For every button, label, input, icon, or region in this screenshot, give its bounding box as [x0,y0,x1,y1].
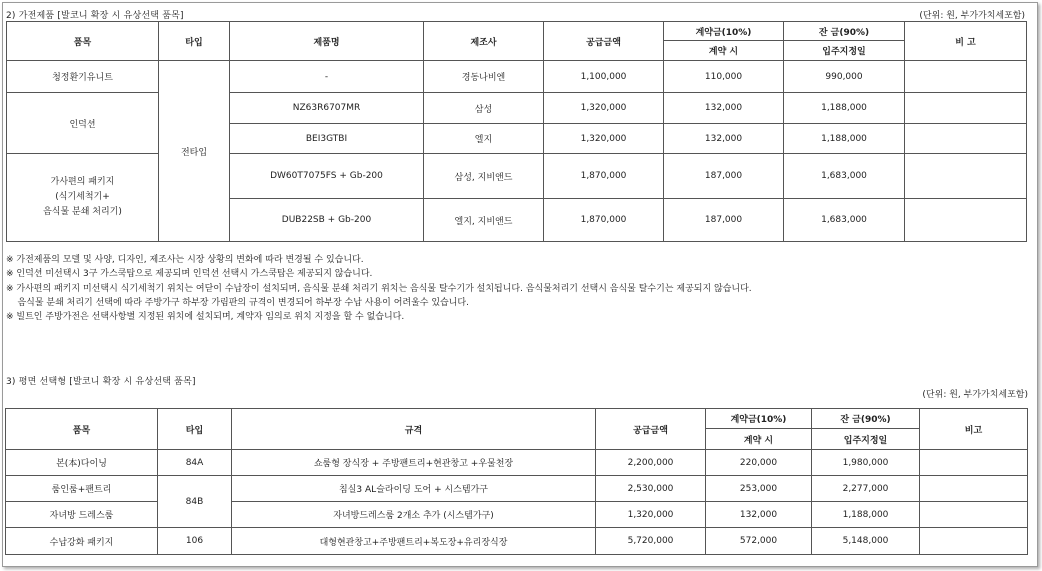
maker-cell: 삼성 [424,93,544,124]
note-cell [905,124,1027,154]
package-line-3: 음식물 분쇄 처리기) [43,207,122,217]
maker-cell: 삼성, 지비앤드 [424,154,544,199]
notes-block [6,253,752,324]
note-line: ※ 가전제품의 모델 및 사양, 디자인, 제조사는 시장 상황의 변화에 따라 변경될 수 있습니다. [6,255,364,265]
model-cell: NZ63R6707MR [230,93,424,124]
section2-unit: (단위: 원, 부가가치세포함) [922,390,1028,400]
header-type: 타입 [158,409,232,450]
supply-cell: 1,100,000 [544,61,664,93]
appliance-table [6,21,1027,242]
spec-cell: 대형현관창고+주방팬트리+복도장+유리장식장 [232,528,596,555]
note-cell [905,61,1027,93]
header-item: 품목 [6,409,158,450]
header-item: 품목 [7,22,159,61]
header-supply: 공급금액 [544,22,664,61]
balance-cell: 990,000 [784,61,905,93]
header-maker: 제조사 [424,22,544,61]
maker-cell: 엘지 [424,124,544,154]
deposit-cell: 132,000 [664,93,784,124]
item-cell: 청정환기유니트 [7,61,159,93]
balance-cell: 1,980,000 [812,450,920,476]
floorplan-option-table [5,408,1028,555]
table-row [6,476,1028,502]
deposit-cell: 132,000 [706,502,812,528]
balance-cell: 5,148,000 [812,528,920,555]
header-model: 제품명 [230,22,424,61]
header-balance-sub: 입주지정일 [812,429,920,450]
header-deposit-sub: 계약 시 [706,429,812,450]
deposit-cell: 220,000 [706,450,812,476]
balance-cell: 2,277,000 [812,476,920,502]
balance-cell: 1,683,000 [784,154,905,199]
header-note: 비고 [920,409,1028,450]
model-cell: BEI3GTBI [230,124,424,154]
spec-cell: 침실3 AL슬라이딩 도어 + 시스템가구 [232,476,596,502]
package-line-2: (식기세척기+ [55,192,110,202]
type-cell: 전타입 [159,61,230,242]
deposit-cell: 187,000 [664,199,784,242]
header-type: 타입 [159,22,230,61]
table-row [6,528,1028,555]
model-cell: DUB22SB + Gb-200 [230,199,424,242]
section2-title: 3) 평면 선택형 [발코니 확장 시 유상선택 품목] [6,377,196,387]
deposit-cell: 253,000 [706,476,812,502]
deposit-cell: 187,000 [664,154,784,199]
supply-cell: 2,200,000 [596,450,706,476]
header-deposit: 계약금(10%) [706,409,812,429]
spec-cell: 자녀방드레스룸 2개소 추가 (시스템가구) [232,502,596,528]
note-cell [905,93,1027,124]
supply-cell: 1,870,000 [544,154,664,199]
supply-cell: 2,530,000 [596,476,706,502]
package-line-1: 가사편의 패키지 [50,177,115,187]
item-cell-package [7,154,159,242]
supply-cell: 1,320,000 [596,502,706,528]
balance-cell: 1,683,000 [784,199,905,242]
note-cell [920,528,1028,555]
table-row [7,61,1027,93]
supply-cell: 5,720,000 [596,528,706,555]
item-cell: 수납강화 패키지 [6,528,158,555]
note-cell [920,450,1028,476]
note-line: ※ 빌트인 주방가전은 선택사항별 지정된 위치에 설치되며, 계약자 임의로 위치 지정을 할 수 없습니다. [6,312,405,323]
balance-cell: 1,188,000 [784,124,905,154]
supply-cell: 1,870,000 [544,199,664,242]
header-balance: 잔 금(90%) [812,409,920,429]
note-line: ※ 인덕션 미선택시 3구 가스쿡탑으로 제공되며 인덕션 선택시 가스쿡탑은 제공되지 않습니다. [6,269,373,280]
header-spec: 규격 [232,409,596,450]
supply-cell: 1,320,000 [544,124,664,154]
header-deposit-sub: 계약 시 [664,41,784,61]
item-cell: 룸인룸+팬트리 [6,476,158,502]
note-cell [905,154,1027,199]
type-cell: 84B [158,476,232,528]
maker-cell: 경동나비엔 [424,61,544,93]
supply-cell: 1,320,000 [544,93,664,124]
spec-cell: 쇼룸형 장식장 + 주방팬트리+현관창고 +우물천장 [232,450,596,476]
balance-cell: 1,188,000 [812,502,920,528]
balance-cell: 1,188,000 [784,93,905,124]
section1-title: 2) 가전제품 [발코니 확장 시 유상선택 품목] [6,11,184,21]
header-deposit: 계약금(10%) [664,22,784,41]
table-row [6,450,1028,476]
header-supply: 공급금액 [596,409,706,450]
model-cell: - [230,61,424,93]
note-line: ※ 가사편의 패키지 미선택시 식기세척기 위치는 여닫이 수납장이 설치되며, 음식물 분쇄 처리기 위치는 음식물 탈수기가 설치됩니다. 음식물처리기 선택시 음식물 탈수기는 제공되지 않습니다. [6,283,752,294]
model-cell: DW60T7075FS + Gb-200 [230,154,424,199]
header-note: 비 고 [905,22,1027,61]
item-cell: 본(本)다이닝 [6,450,158,476]
deposit-cell: 110,000 [664,61,784,93]
note-cell [920,476,1028,502]
item-cell: 인덕션 [7,93,159,154]
type-cell: 84A [158,450,232,476]
item-cell: 자녀방 드레스룸 [6,502,158,528]
deposit-cell: 132,000 [664,124,784,154]
note-line: 음식물 분쇄 처리기 선택에 따라 주방가구 하부장 가림판의 규격이 변경되어 하부장 수납 사용이 어려울수 있습니다. [6,297,469,308]
note-cell [905,199,1027,242]
type-cell: 106 [158,528,232,555]
header-balance-sub: 입주지정일 [784,41,905,61]
note-cell [920,502,1028,528]
maker-cell: 엘지, 지비앤드 [424,199,544,242]
header-balance: 잔 금(90%) [784,22,905,41]
deposit-cell: 572,000 [706,528,812,555]
section1-unit: (단위: 원, 부가가치세포함) [919,11,1025,21]
